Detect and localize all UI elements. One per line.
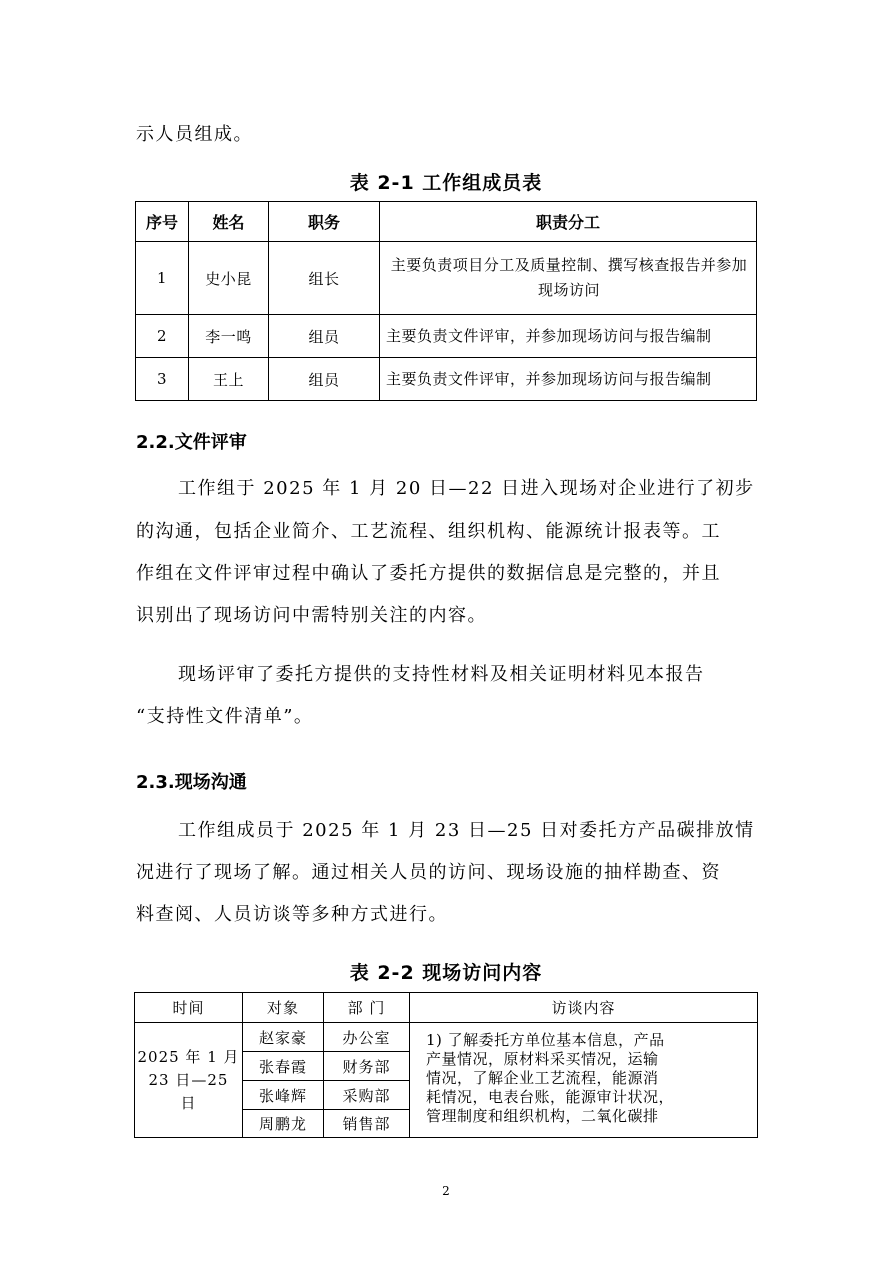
cell-duty: 主要负责项目分工及质量控制、撰写核查报告并参加现场访问 [380, 242, 757, 315]
para-line: 况进行了现场了解。通过相关人员的访问、现场设施的抽样勘查、资 [136, 862, 721, 883]
col-header-department: 部 门 [324, 993, 410, 1023]
cell-time [135, 1023, 243, 1138]
cell-name: 史小昆 [189, 242, 269, 315]
section-heading-2-2: 2.2.文件评审 [136, 432, 247, 453]
time-line: 23 日—25 [148, 1070, 229, 1089]
col-header-time: 时间 [135, 993, 243, 1023]
col-header-position: 职务 [269, 202, 380, 242]
cell-department: 销售部 [324, 1110, 410, 1138]
content-line: 情况，了解企业工艺流程，能源消 [426, 1069, 659, 1087]
cell-position: 组员 [269, 358, 380, 401]
para-line: 料查阅、人员访谈等多种方式进行。 [136, 904, 448, 925]
cell-department: 财务部 [324, 1052, 410, 1081]
cell-duty: 主要负责文件评审，并参加现场访问与报告编制 [380, 315, 757, 358]
cell-name: 王上 [189, 358, 269, 401]
cell-no: 3 [136, 358, 189, 401]
page-number: 2 [442, 1184, 450, 1198]
col-header-duty: 职责分工 [380, 202, 757, 242]
intro-text: 示人员组成。 [136, 124, 253, 145]
cell-department: 办公室 [324, 1023, 410, 1052]
col-header-content: 访谈内容 [410, 993, 758, 1023]
para-line: “支持性文件清单”。 [136, 706, 314, 727]
time-line: 2025 年 1 月 [137, 1047, 240, 1066]
content-line: 耗情况，电表台账，能源审计状况， [426, 1088, 675, 1106]
cell-person: 赵家豪 [243, 1023, 324, 1052]
cell-no: 1 [136, 242, 189, 315]
cell-person: 周鹏龙 [243, 1110, 324, 1138]
cell-person: 张春霞 [243, 1052, 324, 1081]
cell-interview-content [410, 1023, 758, 1138]
col-header-name: 姓名 [189, 202, 269, 242]
table-row [136, 242, 757, 315]
content-line: 管理制度和组织机构，二氧化碳排 [426, 1107, 659, 1125]
cell-position: 组员 [269, 315, 380, 358]
col-header-no: 序号 [136, 202, 189, 242]
table1-caption: 表 2-1 工作组成员表 [349, 172, 543, 194]
para-line: 作组在文件评审过程中确认了委托方提供的数据信息是完整的，并且 [136, 563, 721, 584]
cell-duty: 主要负责文件评审，并参加现场访问与报告编制 [380, 358, 757, 401]
para-line: 工作组于 2025 年 1 月 20 日—22 日进入现场对企业进行了初步 [178, 478, 755, 499]
section-heading-2-3: 2.3.现场沟通 [136, 772, 247, 793]
content-line: 1) 了解委托方单位基本信息，产品 [426, 1031, 665, 1049]
para-line: 现场评审了委托方提供的支持性材料及相关证明材料见本报告 [178, 664, 705, 685]
time-line: 日 [180, 1093, 197, 1112]
para-line: 识别出了现场访问中需特别关注的内容。 [136, 605, 487, 626]
para-line: 工作组成员于 2025 年 1 月 23 日—25 日对委托方产品碳排放情 [178, 820, 755, 841]
table-header-row [135, 993, 758, 1023]
cell-no: 2 [136, 315, 189, 358]
staff-table [135, 201, 757, 401]
cell-department: 采购部 [324, 1081, 410, 1110]
table-row [136, 315, 757, 358]
cell-person: 张峰辉 [243, 1081, 324, 1110]
table-row [135, 1023, 758, 1052]
content-line: 产量情况，原材料采买情况，运输 [426, 1050, 659, 1068]
table-header-row [136, 202, 757, 242]
table2-caption: 表 2-2 现场访问内容 [349, 962, 543, 984]
cell-name: 李一鸣 [189, 315, 269, 358]
interview-table [134, 992, 758, 1138]
cell-position: 组长 [269, 242, 380, 315]
col-header-person: 对象 [243, 993, 324, 1023]
table-row [136, 358, 757, 401]
para-line: 的沟通，包括企业简介、工艺流程、组织机构、能源统计报表等。工 [136, 521, 721, 542]
